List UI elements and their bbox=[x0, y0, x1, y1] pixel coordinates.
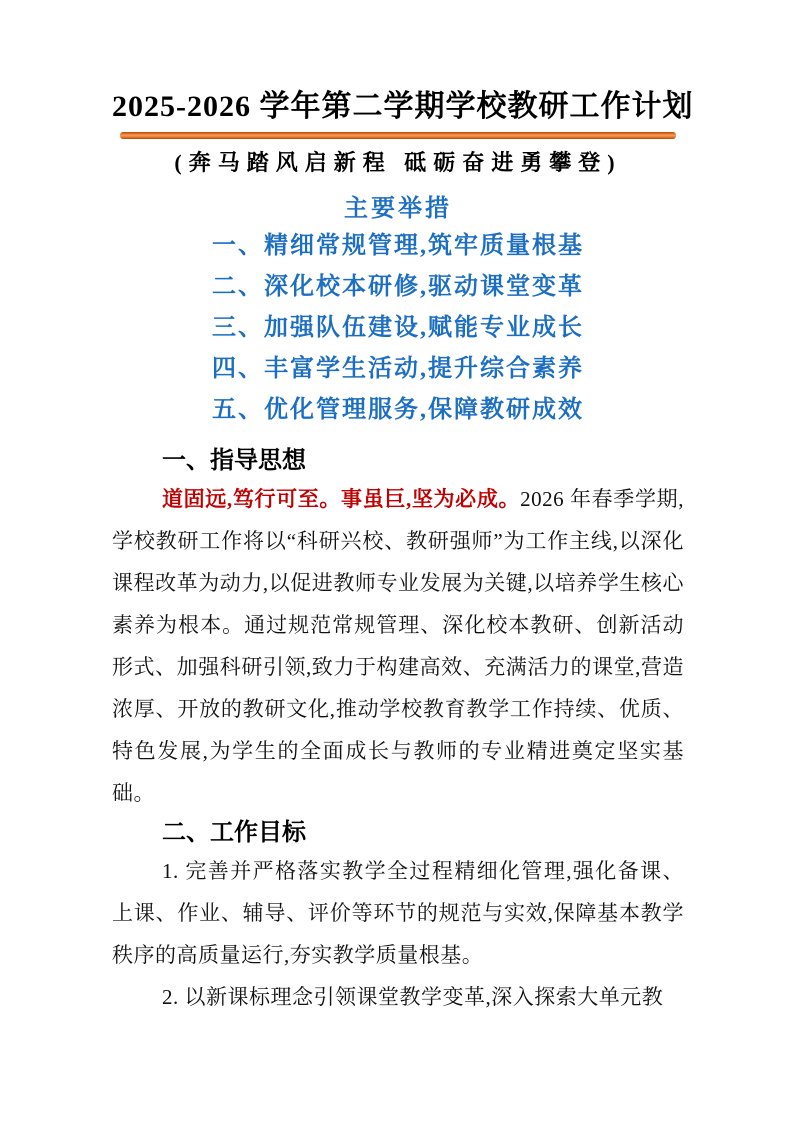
measure-item-5: 五、优化管理服务,保障教研成效 bbox=[212, 397, 584, 423]
document-subtitle: (奔马踏风启新程 砥砺奋进勇攀登) bbox=[174, 150, 622, 175]
section-heading-work-goals: 二、工作目标 bbox=[162, 819, 306, 846]
guiding-ideology-body-text: 2026 年春季学期,学校教研工作将以“科研兴校、教研强师”为工作主线,以深化课程改革为动力,以促进教师专业发展为关键,以培养学生核心素养为根本。通过规范常规管理、深化校本教研、创新活动形式、加强科研引领,致力于构建高效、充满活力的课堂,营造浓厚、开放的教研文化,推动学校教育教学工作持续、优质、特色发展,为学生的全面成长与教师的专业精进奠定坚实基础。 bbox=[112, 487, 684, 805]
measures-list bbox=[112, 226, 684, 431]
red-lead-sentence: 道固远,笃行可至。事虽巨,坚为必成。 bbox=[162, 487, 521, 511]
measure-item-2: 二、深化校本研修,驱动课堂变革 bbox=[212, 274, 584, 300]
title-underline-rule bbox=[120, 132, 676, 139]
work-goal-paragraph-1: 1. 完善并严格落实教学全过程精细化管理,强化备课、上课、作业、辅导、评价等环节的规范与实效,保障基本教学秩序的高质量运行,夯实教学质量根基。 bbox=[112, 859, 684, 967]
measure-item-4: 四、丰富学生活动,提升综合素养 bbox=[212, 356, 584, 382]
measure-item-1: 一、精细常规管理,筑牢质量根基 bbox=[212, 233, 584, 259]
guiding-ideology-paragraph bbox=[112, 478, 684, 814]
measure-item-3: 三、加强队伍建设,赋能专业成长 bbox=[212, 315, 584, 341]
measures-heading: 主要举措 bbox=[344, 196, 452, 222]
work-goal-paragraph-2: 2. 以新课标理念引领课堂教学变革,深入探索大单元教 bbox=[162, 985, 664, 1009]
section-heading-guiding-ideology: 一、指导思想 bbox=[162, 447, 306, 474]
document-title: 2025-2026 学年第二学期学校教研工作计划 bbox=[112, 90, 694, 123]
